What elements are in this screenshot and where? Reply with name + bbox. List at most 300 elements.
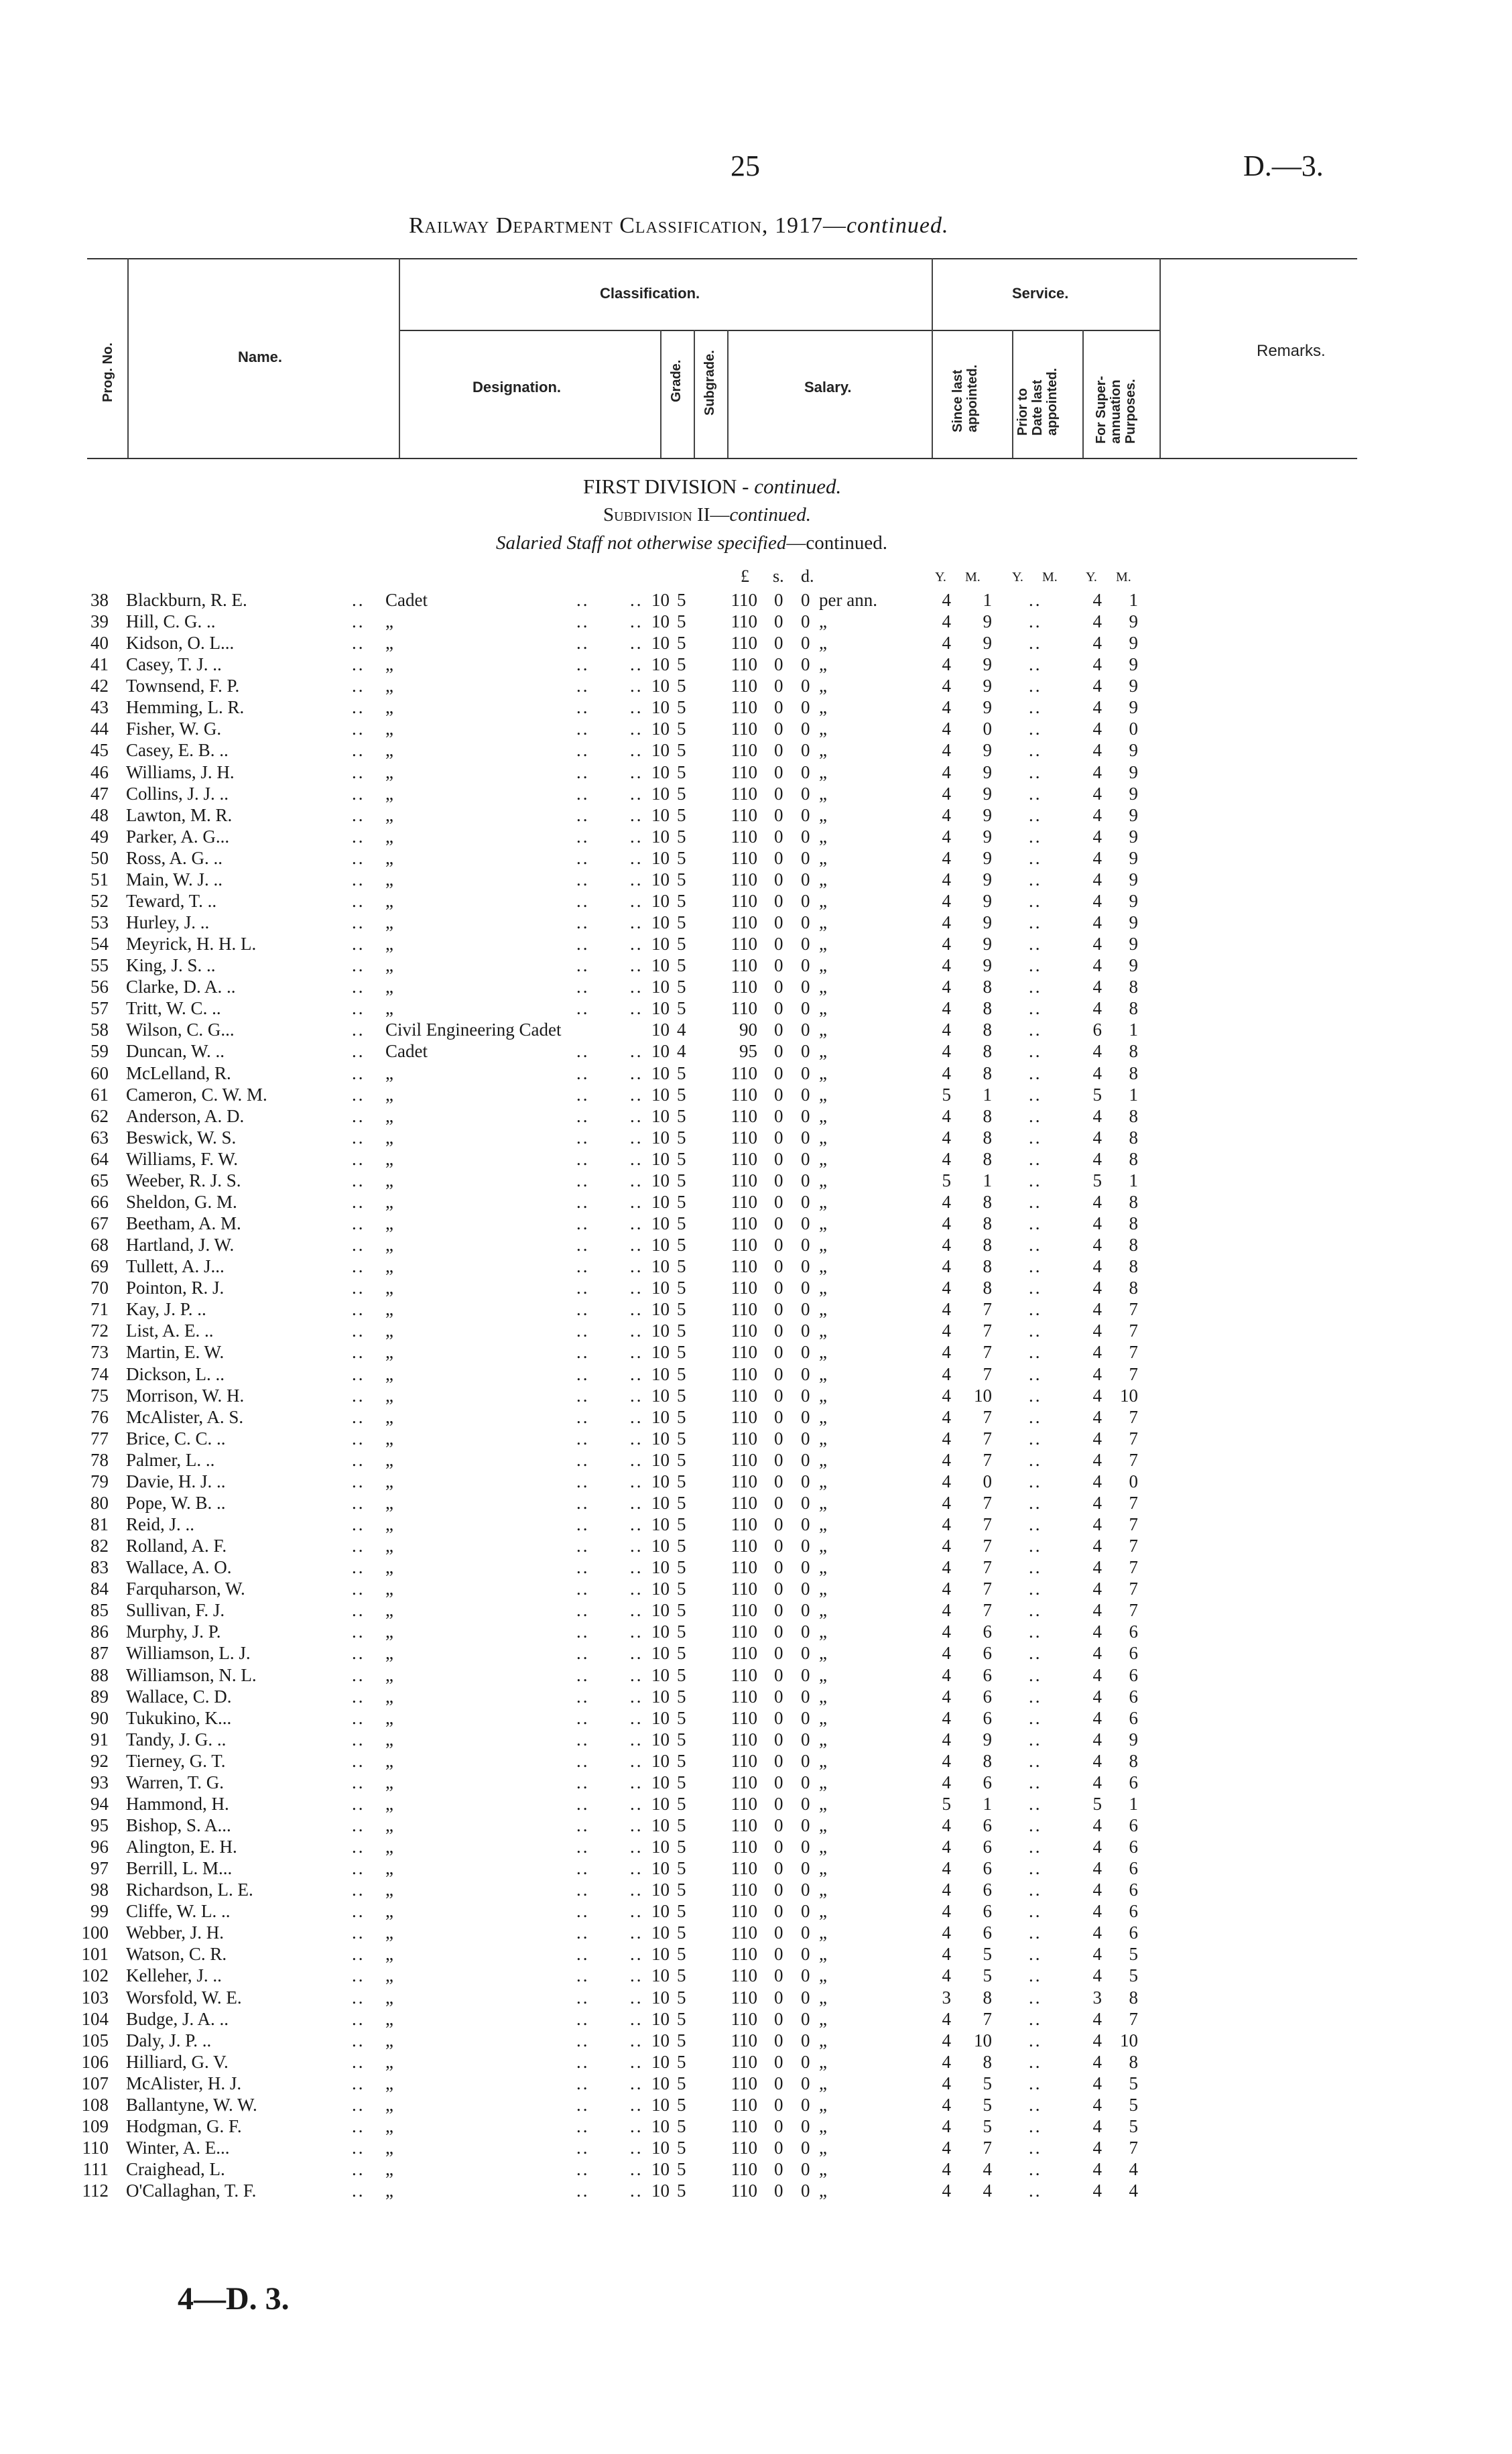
row-since-years: 5 <box>942 1084 951 1105</box>
row-grade: 10 <box>651 1664 670 1685</box>
division-label: FIRST DIVISION - <box>583 475 755 498</box>
row-salary-pounds: 110 <box>731 1557 757 1578</box>
table-row <box>0 912 1512 934</box>
row-number: 78 <box>90 1449 109 1470</box>
row-leader-dots: .. <box>1029 1471 1042 1491</box>
row-leader-dots: .. <box>1029 2138 1042 2158</box>
row-leader-dots: .. <box>630 912 643 933</box>
row-since-months: 9 <box>983 783 992 804</box>
row-salary-period: „ <box>819 1750 827 1771</box>
row-super-months: 9 <box>1129 934 1138 955</box>
row-leader-dots: .. <box>352 1256 365 1277</box>
row-number: 109 <box>81 2115 109 2136</box>
row-super-years: 4 <box>1092 1922 1102 1943</box>
row-super-years: 4 <box>1092 1256 1102 1277</box>
row-number: 65 <box>90 1170 109 1190</box>
row-salary-period: „ <box>819 1987 827 2008</box>
row-designation: „ <box>385 1557 393 1578</box>
row-salary-period: „ <box>819 1815 827 1835</box>
row-designation: „ <box>385 1858 393 1879</box>
header-prior-l1: Prior to <box>1015 387 1030 436</box>
row-since-months: 7 <box>983 1321 992 1341</box>
row-salary-pounds: 110 <box>731 1987 757 2008</box>
row-salary-period: „ <box>819 2051 827 2072</box>
row-salary-shillings: 0 <box>774 934 783 955</box>
row-since-years: 4 <box>942 2073 951 2093</box>
row-super-months: 6 <box>1129 1858 1138 1879</box>
row-designation: „ <box>385 1750 393 1771</box>
row-number: 70 <box>90 1278 109 1298</box>
row-salary-period: „ <box>819 826 827 847</box>
row-since-months: 9 <box>983 676 992 696</box>
row-grade: 10 <box>651 611 670 632</box>
row-super-months: 8 <box>1129 1278 1138 1298</box>
row-salary-pence: 0 <box>801 1815 810 1835</box>
row-name: Hemming, L. R. <box>126 697 245 718</box>
row-leader-dots: .. <box>630 633 643 654</box>
row-salary-pence: 0 <box>801 1600 810 1621</box>
row-salary-period: „ <box>819 1385 827 1406</box>
row-subgrade: 5 <box>677 1213 686 1234</box>
row-subgrade: 5 <box>677 633 686 654</box>
row-leader-dots: .. <box>1029 1428 1042 1449</box>
row-number: 66 <box>90 1191 109 1212</box>
row-salary-pence: 0 <box>801 847 810 868</box>
divider-since-prior <box>1012 330 1013 458</box>
row-subgrade: 5 <box>677 2094 686 2115</box>
row-designation: „ <box>385 740 393 761</box>
row-designation: „ <box>385 1235 393 1255</box>
row-leader-dots: .. <box>1029 2094 1042 2115</box>
row-leader-dots: .. <box>576 761 590 782</box>
row-number: 90 <box>90 1707 109 1728</box>
row-salary-pounds: 110 <box>731 890 757 911</box>
row-salary-pounds: 110 <box>731 1278 757 1298</box>
row-leader-dots: .. <box>1029 1750 1042 1771</box>
row-leader-dots: .. <box>352 1772 365 1792</box>
row-leader-dots: .. <box>630 1514 643 1534</box>
table-row <box>0 805 1512 826</box>
row-salary-pounds: 110 <box>731 955 757 976</box>
row-name: Casey, T. J. .. <box>126 654 222 675</box>
row-salary-pence: 0 <box>801 1148 810 1169</box>
row-leader-dots: .. <box>630 719 643 739</box>
row-designation: „ <box>385 783 393 804</box>
row-since-years: 4 <box>942 1449 951 1470</box>
table-row <box>0 676 1512 697</box>
row-grade: 10 <box>651 1729 670 1750</box>
row-designation: „ <box>385 611 393 632</box>
row-number: 93 <box>90 1772 109 1792</box>
row-since-months: 9 <box>983 826 992 847</box>
title-continued: continued. <box>846 213 949 238</box>
row-designation: „ <box>385 2051 393 2072</box>
row-leader-dots: .. <box>576 1707 590 1728</box>
row-subgrade: 5 <box>677 676 686 696</box>
row-salary-pounds: 110 <box>731 1170 757 1190</box>
row-since-years: 4 <box>942 2051 951 2072</box>
row-number: 95 <box>90 1815 109 1835</box>
row-salary-shillings: 0 <box>774 1793 783 1814</box>
row-number: 92 <box>90 1750 109 1771</box>
row-super-years: 4 <box>1092 912 1102 933</box>
row-grade: 10 <box>651 998 670 1019</box>
row-super-years: 4 <box>1092 934 1102 955</box>
row-salary-pounds: 110 <box>731 1600 757 1621</box>
row-leader-dots: .. <box>630 2138 643 2158</box>
row-salary-period: „ <box>819 1686 827 1707</box>
row-leader-dots: .. <box>576 1278 590 1298</box>
row-leader-dots: .. <box>576 2181 590 2201</box>
row-subgrade: 5 <box>677 654 686 675</box>
row-leader-dots: .. <box>352 977 365 997</box>
row-since-months: 6 <box>983 1858 992 1879</box>
table-row <box>0 1729 1512 1751</box>
row-leader-dots: .. <box>1029 1299 1042 1320</box>
row-subgrade: 5 <box>677 1105 686 1126</box>
unit-y3: Y. <box>1086 570 1097 585</box>
table-row <box>0 1557 1512 1579</box>
row-salary-period: „ <box>819 1600 827 1621</box>
row-grade: 10 <box>651 1621 670 1642</box>
row-salary-shillings: 0 <box>774 2073 783 2093</box>
row-leader-dots: .. <box>576 1127 590 1148</box>
row-leader-dots: .. <box>576 847 590 868</box>
row-salary-shillings: 0 <box>774 1299 783 1320</box>
row-salary-pence: 0 <box>801 1557 810 1578</box>
row-name: King, J. S. .. <box>126 955 216 976</box>
row-salary-shillings: 0 <box>774 1536 783 1556</box>
row-salary-period: „ <box>819 1707 827 1728</box>
row-salary-pence: 0 <box>801 654 810 675</box>
divider-prog-name <box>127 258 129 458</box>
row-number: 83 <box>90 1557 109 1578</box>
row-super-months: 9 <box>1129 633 1138 654</box>
row-leader-dots: .. <box>630 761 643 782</box>
row-leader-dots: .. <box>1029 1664 1042 1685</box>
row-since-years: 4 <box>942 1621 951 1642</box>
row-salary-shillings: 0 <box>774 2094 783 2115</box>
row-leader-dots: .. <box>630 1557 643 1578</box>
row-name: Reid, J. .. <box>126 1514 195 1534</box>
row-leader-dots: .. <box>352 1944 365 1965</box>
row-salary-shillings: 0 <box>774 1363 783 1384</box>
row-since-months: 8 <box>983 1127 992 1148</box>
row-super-years: 4 <box>1092 1815 1102 1835</box>
row-name: McAlister, A. S. <box>126 1406 244 1427</box>
row-leader-dots: .. <box>630 654 643 675</box>
table-row <box>0 955 1512 977</box>
row-leader-dots: .. <box>352 1321 365 1341</box>
row-leader-dots: .. <box>630 1837 643 1857</box>
row-leader-dots: .. <box>1029 1987 1042 2008</box>
row-leader-dots: .. <box>630 1579 643 1599</box>
header-salary: Salary. <box>804 379 852 395</box>
row-salary-period: „ <box>819 2030 827 2050</box>
row-salary-period: „ <box>819 2159 827 2180</box>
row-name: Beetham, A. M. <box>126 1213 241 1234</box>
row-since-years: 4 <box>942 1922 951 1943</box>
row-salary-period: „ <box>819 1449 827 1470</box>
table-row <box>0 2159 1512 2181</box>
row-super-years: 4 <box>1092 869 1102 889</box>
row-name: Williamson, L. J. <box>126 1643 251 1664</box>
row-super-months: 10 <box>1120 2030 1138 2050</box>
header-designation: Designation. <box>472 379 562 395</box>
row-salary-pence: 0 <box>801 633 810 654</box>
row-salary-shillings: 0 <box>774 1492 783 1513</box>
table-row <box>0 1901 1512 1922</box>
table-row <box>0 1407 1512 1428</box>
row-leader-dots: .. <box>352 1557 365 1578</box>
row-leader-dots: .. <box>630 1191 643 1212</box>
row-leader-dots: .. <box>352 1621 365 1642</box>
row-super-months: 8 <box>1129 1213 1138 1234</box>
row-leader-dots: .. <box>576 912 590 933</box>
row-number: 97 <box>90 1858 109 1879</box>
row-number: 71 <box>90 1299 109 1320</box>
row-leader-dots: .. <box>576 1600 590 1621</box>
row-super-months: 9 <box>1129 955 1138 976</box>
row-leader-dots: .. <box>1029 1213 1042 1234</box>
row-leader-dots: .. <box>576 1664 590 1685</box>
row-since-years: 4 <box>942 2094 951 2115</box>
row-number: 105 <box>81 2030 109 2050</box>
row-salary-shillings: 0 <box>774 1449 783 1470</box>
row-since-years: 4 <box>942 1600 951 1621</box>
row-salary-period: „ <box>819 740 827 761</box>
row-name: Webber, J. H. <box>126 1922 224 1943</box>
row-leader-dots: .. <box>352 2115 365 2136</box>
row-leader-dots: .. <box>352 1406 365 1427</box>
row-subgrade: 5 <box>677 697 686 718</box>
row-leader-dots: .. <box>352 1815 365 1835</box>
divider-desig-grade <box>660 330 662 458</box>
row-salary-pounds: 110 <box>731 1793 757 1814</box>
row-super-months: 7 <box>1129 1600 1138 1621</box>
row-salary-period: „ <box>819 1492 827 1513</box>
row-leader-dots: .. <box>352 1536 365 1556</box>
row-leader-dots: .. <box>576 1987 590 2008</box>
row-leader-dots: .. <box>352 912 365 933</box>
row-grade: 10 <box>651 1514 670 1534</box>
row-salary-pence: 0 <box>801 1707 810 1728</box>
divider-grade-sub <box>694 330 695 458</box>
row-number: 107 <box>81 2073 109 2093</box>
row-name: Tierney, G. T. <box>126 1750 226 1771</box>
row-leader-dots: .. <box>1029 1643 1042 1664</box>
row-super-months: 9 <box>1129 1729 1138 1750</box>
row-name: Hodgman, G. F. <box>126 2115 242 2136</box>
table-row <box>0 1041 1512 1062</box>
row-leader-dots: .. <box>352 890 365 911</box>
row-salary-shillings: 0 <box>774 1471 783 1491</box>
row-leader-dots: .. <box>576 1105 590 1126</box>
row-since-months: 7 <box>983 2008 992 2029</box>
row-salary-pence: 0 <box>801 826 810 847</box>
row-super-years: 4 <box>1092 2115 1102 2136</box>
row-number: 60 <box>90 1062 109 1083</box>
row-salary-period: „ <box>819 2181 827 2201</box>
row-name: List, A. E. .. <box>126 1321 214 1341</box>
row-subgrade: 5 <box>677 1707 686 1728</box>
row-super-years: 4 <box>1092 2094 1102 2115</box>
row-salary-pence: 0 <box>801 1729 810 1750</box>
row-grade: 10 <box>651 1321 670 1341</box>
row-number: 48 <box>90 804 109 825</box>
row-salary-shillings: 0 <box>774 633 783 654</box>
row-designation: „ <box>385 1621 393 1642</box>
row-since-months: 8 <box>983 998 992 1019</box>
row-subgrade: 5 <box>677 1428 686 1449</box>
row-super-months: 9 <box>1129 676 1138 696</box>
header-prog-no: Prog. No. <box>101 343 115 402</box>
row-leader-dots: .. <box>576 1213 590 1234</box>
unit-m3: M. <box>1116 570 1131 585</box>
row-leader-dots: .. <box>1029 1321 1042 1341</box>
row-salary-pounds: 110 <box>731 1815 757 1835</box>
row-leader-dots: .. <box>630 804 643 825</box>
row-since-months: 5 <box>983 1944 992 1965</box>
table-row <box>0 1256 1512 1278</box>
row-leader-dots: .. <box>352 719 365 739</box>
row-leader-dots: .. <box>352 1901 365 1922</box>
row-leader-dots: .. <box>352 804 365 825</box>
row-salary-shillings: 0 <box>774 826 783 847</box>
row-leader-dots: .. <box>352 2073 365 2093</box>
row-salary-shillings: 0 <box>774 676 783 696</box>
row-name: Hartland, J. W. <box>126 1235 235 1255</box>
row-grade: 10 <box>651 590 670 610</box>
row-grade: 10 <box>651 2073 670 2093</box>
row-since-months: 6 <box>983 1901 992 1922</box>
row-leader-dots: .. <box>630 1750 643 1771</box>
row-leader-dots: .. <box>1029 611 1042 632</box>
row-since-years: 4 <box>942 1664 951 1685</box>
row-salary-pence: 0 <box>801 1837 810 1857</box>
row-grade: 10 <box>651 1901 670 1922</box>
row-salary-period: „ <box>819 1557 827 1578</box>
row-salary-pounds: 110 <box>731 1944 757 1965</box>
row-leader-dots: .. <box>1029 955 1042 976</box>
row-leader-dots: .. <box>630 2094 643 2115</box>
row-salary-pence: 0 <box>801 1385 810 1406</box>
row-leader-dots: .. <box>1029 934 1042 955</box>
row-leader-dots: .. <box>630 1278 643 1298</box>
row-grade: 10 <box>651 1471 670 1491</box>
row-since-months: 8 <box>983 1041 992 1062</box>
row-name: Hurley, J. .. <box>126 912 210 933</box>
row-name: Hilliard, G. V. <box>126 2051 229 2072</box>
row-designation: „ <box>385 890 393 911</box>
row-leader-dots: .. <box>630 1621 643 1642</box>
row-salary-pounds: 110 <box>731 1686 757 1707</box>
row-designation: „ <box>385 1471 393 1491</box>
row-name: Pope, W. B. .. <box>126 1492 226 1513</box>
row-leader-dots: .. <box>630 1965 643 1986</box>
row-leader-dots: .. <box>1029 1062 1042 1083</box>
row-leader-dots: .. <box>1029 2181 1042 2201</box>
row-super-months: 6 <box>1129 1643 1138 1664</box>
row-leader-dots: .. <box>630 1363 643 1384</box>
row-grade: 10 <box>651 1170 670 1190</box>
row-salary-pence: 0 <box>801 1299 810 1320</box>
row-grade: 10 <box>651 912 670 933</box>
row-since-months: 8 <box>983 1191 992 1212</box>
row-since-years: 4 <box>942 1837 951 1857</box>
row-leader-dots: .. <box>576 1858 590 1879</box>
row-leader-dots: .. <box>576 676 590 696</box>
row-grade: 10 <box>651 1213 670 1234</box>
row-super-years: 4 <box>1092 1278 1102 1298</box>
row-super-months: 6 <box>1129 1707 1138 1728</box>
row-leader-dots: .. <box>630 1987 643 2008</box>
row-since-years: 4 <box>942 1772 951 1792</box>
row-leader-dots: .. <box>352 1858 365 1879</box>
table-row <box>0 1106 1512 1127</box>
row-salary-period: „ <box>819 1191 827 1212</box>
row-salary-shillings: 0 <box>774 1514 783 1534</box>
row-leader-dots: .. <box>352 1148 365 1169</box>
row-leader-dots: .. <box>630 955 643 976</box>
row-subgrade: 5 <box>677 1922 686 1943</box>
row-salary-period: „ <box>819 847 827 868</box>
row-super-years: 4 <box>1092 1148 1102 1169</box>
row-name: Winter, A. E... <box>126 2138 230 2158</box>
row-since-months: 7 <box>983 2138 992 2158</box>
row-since-years: 4 <box>942 1686 951 1707</box>
row-leader-dots: .. <box>630 1707 643 1728</box>
row-grade: 10 <box>651 847 670 868</box>
row-super-months: 7 <box>1129 1342 1138 1363</box>
header-remarks: Remarks. <box>1257 342 1326 360</box>
row-salary-pounds: 110 <box>731 1062 757 1083</box>
row-since-years: 4 <box>942 1235 951 1255</box>
row-subgrade: 5 <box>677 1170 686 1190</box>
row-salary-pence: 0 <box>801 611 810 632</box>
row-grade: 10 <box>651 2115 670 2136</box>
row-salary-period: „ <box>819 1299 827 1320</box>
staff-heading <box>496 532 887 554</box>
row-leader-dots: .. <box>576 1170 590 1190</box>
row-salary-period: „ <box>819 1105 827 1126</box>
row-leader-dots: .. <box>576 1084 590 1105</box>
row-name: Bishop, S. A... <box>126 1815 231 1835</box>
row-salary-pounds: 110 <box>731 1406 757 1427</box>
row-super-months: 9 <box>1129 826 1138 847</box>
row-salary-period: „ <box>819 1062 827 1083</box>
row-salary-shillings: 0 <box>774 1772 783 1792</box>
row-leader-dots: .. <box>630 1922 643 1943</box>
row-super-years: 4 <box>1092 2051 1102 2072</box>
row-designation: „ <box>385 2115 393 2136</box>
row-leader-dots: .. <box>630 1772 643 1792</box>
divider-class-service <box>932 258 933 458</box>
row-leader-dots: .. <box>576 1041 590 1062</box>
table-row <box>0 1020 1512 1041</box>
row-grade: 10 <box>651 1837 670 1857</box>
row-salary-shillings: 0 <box>774 1729 783 1750</box>
row-since-months: 8 <box>983 1105 992 1126</box>
row-grade: 10 <box>651 1105 670 1126</box>
row-super-years: 4 <box>1092 740 1102 761</box>
row-name: Martin, E. W. <box>126 1342 225 1363</box>
row-leader-dots: .. <box>1029 633 1042 654</box>
row-number: 96 <box>90 1837 109 1857</box>
row-since-years: 4 <box>942 1428 951 1449</box>
row-since-months: 6 <box>983 1643 992 1664</box>
row-leader-dots: .. <box>630 1213 643 1234</box>
